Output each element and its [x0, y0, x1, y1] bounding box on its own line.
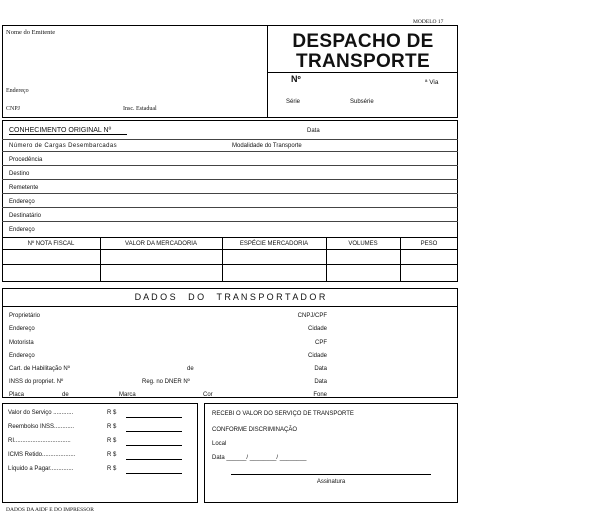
valor-item-label: Valor do Serviço ............: [8, 410, 74, 416]
placa-de-label: de: [62, 392, 69, 398]
recibo-line2: CONFORME DISCRIMINAÇÃO: [212, 427, 298, 433]
insc-estadual-label: Insc. Estadual: [123, 106, 157, 112]
destino-label: Destino: [9, 171, 30, 177]
remetente-label: Remetente: [9, 185, 39, 191]
proprietario-label: Proprietário: [9, 313, 41, 319]
nome-emitente-label: Nome do Emitente: [6, 29, 56, 36]
cnpj-cpf-label: CNPJ/CPF: [297, 313, 327, 319]
numero-label: Nº: [291, 74, 301, 84]
inss-label: INSS do propriet. Nº: [9, 379, 64, 385]
separator: [2, 306, 458, 307]
habilitacao-de-label: de: [187, 366, 194, 372]
recibo-line1: RECEBI O VALOR DO SERVIÇO DE TRANSPORTE: [212, 411, 354, 417]
serie-label: Série: [286, 99, 301, 105]
recibo-box: [204, 403, 458, 503]
col-volumes: VOLUMES: [348, 241, 378, 247]
cidade1-label: Cidade: [307, 326, 327, 332]
modalidade-label: Modalidade do Transporte: [232, 143, 302, 149]
assinatura-label: Assinatura: [316, 479, 346, 485]
valor-item-currency: R $: [107, 424, 117, 430]
cidade2-label: Cidade: [307, 353, 327, 359]
col-nota-fiscal: Nº NOTA FISCAL: [27, 241, 75, 247]
conhecimento-data-label: Data: [307, 128, 320, 134]
document-title-line2: TRANSPORTE: [296, 51, 430, 72]
signature-line: [231, 474, 431, 475]
modelo-label: MODELO 17: [413, 19, 444, 25]
transportador-endereco2-label: Endereço: [9, 353, 35, 359]
remetente-endereco-label: Endereço: [9, 199, 35, 205]
cart-habilitacao-label: Cart. de Habilitação Nº: [9, 366, 70, 372]
separator: [2, 179, 458, 180]
valor-item-currency: R $: [107, 438, 117, 444]
separator: [2, 264, 458, 265]
destinatario-endereco-label: Endereço: [9, 227, 35, 233]
separator: [2, 237, 458, 238]
transportador-endereco1-label: Endereço: [9, 326, 35, 332]
valor-item-line: [126, 445, 182, 446]
valor-item-currency: R $: [107, 452, 117, 458]
cnpj-label: CNPJ: [6, 106, 21, 112]
col-valor-mercadoria: VALOR DA MERCADORIA: [125, 241, 197, 247]
valor-item-currency: R $: [107, 410, 117, 416]
cor-label: Cor: [203, 392, 213, 398]
separator: [2, 139, 458, 140]
separator: [2, 193, 458, 194]
fone-label: Fone: [313, 392, 327, 398]
data2-label: Data: [314, 379, 327, 385]
separator: [2, 207, 458, 208]
transportador-box: [2, 288, 458, 398]
valor-item-line: [126, 431, 182, 432]
placa-label: Placa: [9, 392, 25, 398]
valor-item-label: ICMS Retido....................: [8, 452, 76, 458]
valor-item-label: RI..................................: [8, 438, 71, 444]
separator: [2, 221, 458, 222]
valor-item-line: [126, 473, 182, 474]
valor-item-line: [126, 459, 182, 460]
header-title-divider: [267, 72, 458, 73]
procedencia-label: Procedência: [9, 157, 43, 163]
transportador-title: D A D O S D O T R A N S P O R T A D O R: [134, 292, 326, 302]
separator: [2, 249, 458, 250]
conhecimento-underline: [9, 134, 127, 135]
valor-item-label: Reembolso INSS............: [8, 424, 75, 430]
valor-item-label: Líquido a Pagar..............: [8, 466, 74, 472]
recibo-data-label: Data ______/ ________/ ________: [212, 455, 307, 461]
separator: [2, 165, 458, 166]
via-label: ª Via: [425, 79, 439, 86]
valor-item-currency: R $: [107, 466, 117, 472]
cpf-label: CPF: [315, 340, 327, 346]
reg-dner-label: Reg. no DNER Nº: [142, 379, 190, 385]
valor-item-line: [126, 417, 182, 418]
document-title-line1: DESPACHO DE: [292, 31, 434, 52]
endereco-emitente-label: Endereço: [6, 88, 29, 94]
conhecimento-original-label: CONHECIMENTO ORIGINAL Nº: [9, 127, 112, 134]
col-peso: PESO: [420, 241, 438, 247]
separator: [2, 151, 458, 152]
data1-label: Data: [314, 366, 327, 372]
subserie-label: Subsérie: [350, 99, 374, 105]
recibo-local-label: Local: [212, 441, 227, 447]
numero-cargas-label: Número de Cargas Desembarcadas: [9, 143, 118, 149]
impressor-label: DADOS DA AIDF E DO IMPRESSOR: [6, 507, 94, 513]
motorista-label: Motorista: [9, 340, 34, 346]
col-especie-mercadoria: ESPÉCIE MERCADORIA: [239, 241, 309, 247]
destinatario-label: Destinatário: [9, 213, 42, 219]
marca-label: Marca: [119, 392, 136, 398]
